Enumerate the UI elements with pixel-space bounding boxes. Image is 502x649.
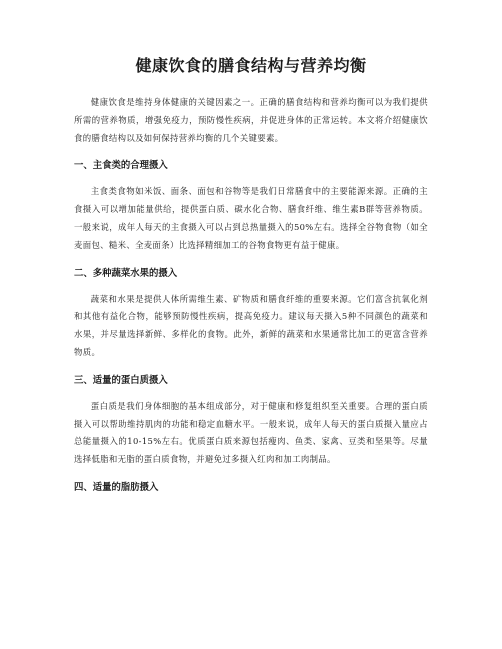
section-body-staple-food: 主食类食物如米饭、面条、面包和谷物等是我们日常膳食中的主要能源来源。正确的主食摄入可以增加能量供给，提供蛋白质、碳水化合物、膳食纤维、维生素B群等营养物质。一般来说，成年人每天的主食摄入可以占到总热量摄入的50%左右。选择全谷物食物（如全麦面包、糙米、全麦面条）比选择精细加工的谷物食物更有益于健康。	[74, 186, 428, 250]
section-heading-staple-food: 一、主食类的合理摄入	[74, 160, 168, 172]
section-heading-vegetables-fruits: 二、多种蔬菜水果的摄入	[74, 267, 178, 279]
section-heading-protein: 三、适量的蛋白质摄入	[74, 374, 168, 386]
intro-paragraph: 健康饮食是维持身体健康的关键因素之一。正确的膳食结构和营养均衡可以为我们提供所需的营养物质，增强免疫力，预防慢性疾病，并促进身体的正常运转。本文将介绍健康饮食的膳食结构以及如何保持营养均衡的几个关键要素。	[74, 97, 428, 143]
section-heading-fat: 四、适量的脂肪摄入	[74, 481, 159, 493]
section-body-vegetables-fruits: 蔬菜和水果是提供人体所需维生素、矿物质和膳食纤维的重要来源。它们富含抗氧化剂和其他有益化合物，能够预防慢性疾病，提高免疫力。建议每天摄入5种不同颜色的蔬菜和水果，并尽量选择新鲜、多样化的食物。此外，新鲜的蔬菜和水果通常比加工的更富含营养物质。	[74, 293, 428, 357]
document-title: 健康饮食的膳食结构与营养均衡	[135, 56, 367, 75]
section-body-protein: 蛋白质是我们身体细胞的基本组成部分，对于健康和修复组织至关重要。合理的蛋白质摄入可以帮助维持肌肉的功能和稳定血糖水平。一般来说，成年人每天的蛋白质摄入量应占总能量摄入的10-15%左右。优质蛋白质来源包括瘦肉、鱼类、家禽、豆类和坚果等。尽量选择低脂和无脂的蛋白质食物，并避免过多摄入红肉和加工肉制品。	[74, 400, 428, 465]
